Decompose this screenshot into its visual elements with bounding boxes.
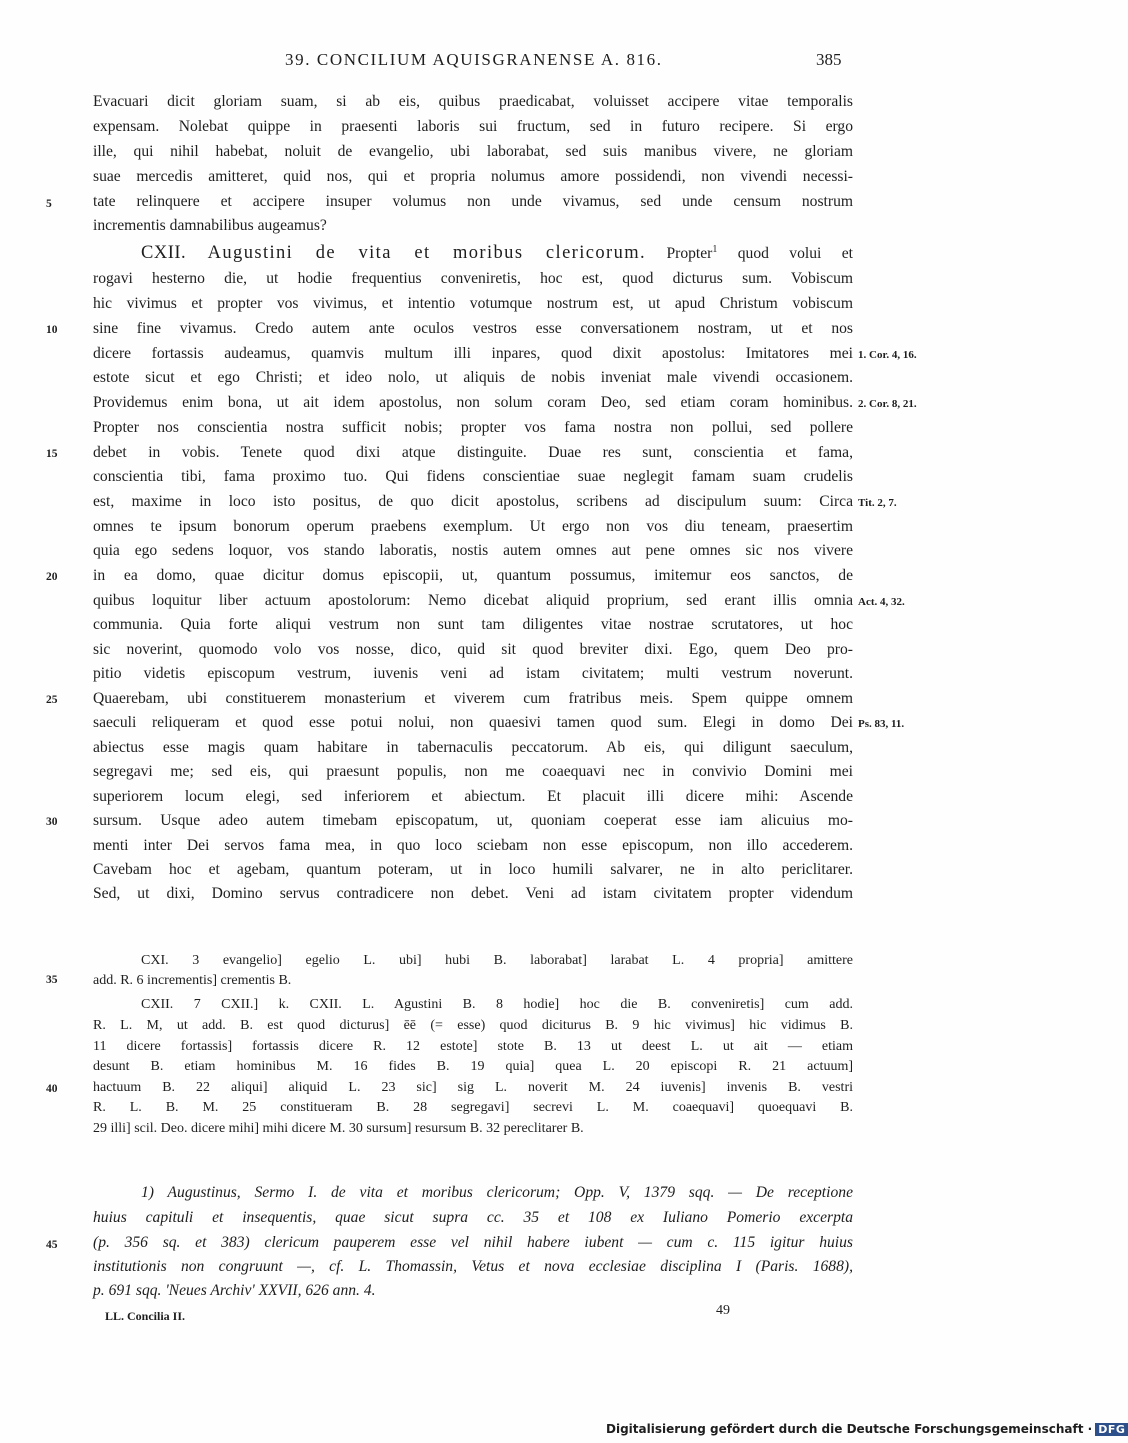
text-line: segregavi me; sed eis, qui praesunt populis, non me coaequavi nec in convivio Domini mei	[93, 763, 853, 780]
footnote-line: p. 691 sqq. 'Neues Archiv' XXVII, 626 ann. 4.	[93, 1282, 376, 1299]
scripture-reference: Act. 4, 32.	[858, 596, 905, 608]
text-line: superiorem locum elegi, sed inferiorem et abiectum. Et placuit illi dicere mihi: Ascende	[93, 788, 853, 805]
apparatus-line: add. R. 6 incrementis] crementis B.	[93, 973, 292, 988]
text-line: saeculi reliqueram et quod esse potui nolui, non quaesivi tamen quod sum. Elegi in domo Dei	[93, 714, 853, 731]
text-line: dicere fortassis audeamus, quamvis multum illi inpares, quod dixit apostolus: Imitatores mei	[93, 345, 853, 362]
line-number: 5	[46, 198, 52, 210]
text-line: hic vivimus et propter vos vivimus, et intentio votumque nostrum est, ut apud Christum vobiscum	[93, 295, 853, 312]
text-line: ille, qui nihil habebat, noluit de evangelio, ubi laborabat, sed suis manibus vivere, ne gloriam	[93, 143, 853, 160]
text-line: Sed, ut dixi, Domino servus contradicere non debet. Veni ad istam civitatem propter videndum	[93, 885, 853, 902]
scripture-reference: Ps. 83, 11.	[858, 718, 905, 730]
apparatus-line: CXI. 3 evangelio] egelio L. ubi] hubi B. laborabat] larabat L. 4 propria] amittere	[141, 953, 853, 968]
line-number: 45	[46, 1239, 58, 1251]
text-line: expensam. Nolebat quippe in praesenti laboris sui fructum, sed in futuro recipere. Si ergo	[93, 118, 853, 135]
text-line: Evacuari dicit gloriam suam, si ab eis, quibus praedicabat, voluisset accipere vitae temporalis	[93, 93, 853, 110]
text-line: sine fine vivamus. Credo autem ante oculos vestros esse conversationem nostram, ut et nos	[93, 320, 853, 337]
apparatus-line: 11 dicere fortassis] fortassis dicere R. 12 estote] stote B. 13 ut deest L. ut ait — etiam	[93, 1039, 853, 1054]
dfg-logo: DFG	[1095, 1423, 1128, 1436]
line-number: 10	[46, 324, 58, 336]
text-line: abiectus esse magis quam habitare in tabernaculis peccatorum. Ab eis, qui diligunt saeculum,	[93, 739, 853, 756]
apparatus-line: R. L. B. M. 25 constitueram B. 28 segregavi] secrevi L. M. coaequavi] quoequavi B.	[93, 1100, 853, 1115]
footnote-line: huius capituli et insequentis, quae sicut supra cc. 35 et 108 ex Iuliano Pomerio excerpta	[93, 1209, 853, 1226]
scripture-reference: Tit. 2, 7.	[858, 497, 897, 509]
text-line: Cavebam hoc et agebam, quantum poteram, ut in loco humili salvarer, ne in alto periclitarer.	[93, 861, 853, 878]
text-line: conscientia tibi, fama proximo tuo. Qui fidens conscientiae suae neglegit famam suam crudelis	[93, 468, 853, 485]
text-line: Providemus enim bona, ut ait idem apostolus, non solum coram Deo, sed etiam coram hominibus.	[93, 394, 853, 411]
line-number: 40	[46, 1083, 58, 1095]
line-number: 15	[46, 448, 58, 460]
apparatus-line: 29 illi] scil. Deo. dicere mihi] mihi dicere M. 30 sursum] resursum B. 32 pereclitarer B.	[93, 1121, 584, 1136]
chapter-heading	[141, 243, 646, 263]
chapter-line-rest: quod volui et	[737, 245, 853, 262]
footnote-line: institutionis non congruunt —, cf. L. Thomassin, Vetus et nova ecclesiae disciplina I (Paris. 1688),	[93, 1258, 853, 1275]
line-number: 25	[46, 694, 58, 706]
sheet-number: 49	[716, 1303, 730, 1318]
text-line: omnes te ipsum bonorum operum praebens exemplum. Ut ergo non vos diu teneam, praesertim	[93, 518, 853, 535]
series-signature: LL. Concilia II.	[105, 1309, 186, 1323]
text-line: suae mercedis amitteret, quid nos, qui et propria nolumus amore possidendi, non vivendi necessi-	[93, 168, 853, 185]
chapter-number: CXII.	[141, 243, 187, 263]
apparatus-line: CXII. 7 CXII.] k. CXII. L. Agustini B. 8 hodie] hoc die B. conveniretis] cum add.	[141, 997, 853, 1012]
footnote-mark: 1	[712, 243, 718, 255]
running-header-title: 39. CONCILIUM AQUISGRANENSE A. 816.	[285, 50, 663, 69]
text-line: rogavi hesterno die, ut hodie frequentius conveniretis, hoc est, quod dicturus sum. Vobiscum	[93, 270, 853, 287]
text-line: in ea domo, quae dicitur domus episcopii, ut, quantum possumus, imitemur eos sanctos, de	[93, 567, 853, 584]
text-line: debet in vobis. Tenete quod dixi atque distinguite. Duae res sunt, conscientia et fama,	[93, 444, 853, 461]
page-number: 385	[816, 50, 842, 69]
text-line: Quaerebam, ubi constituerem monasterium et viverem cum fratribus meis. Spem quippe omnem	[93, 690, 853, 707]
text-line: est, maxime in loco isto positus, de quo dicit apostolus, scribens ad discipulum suum: Circa	[93, 493, 853, 510]
text-line: sic noverint, quomodo volo vos nosse, dico, quid sit quod breviter dixi. Ego, quem Deo pro-	[93, 641, 853, 658]
chapter-heading-line	[141, 243, 853, 264]
apparatus-line: R. L. M, ut add. B. est quod dicturus] ēē (= esse) quod diciturus B. 9 hic vivimus] hic vidimus B.	[93, 1018, 853, 1033]
line-number: 30	[46, 816, 58, 828]
text-line: tate relinquere et accipere insuper volumus non unde vivamus, sed unde censum nostrum	[93, 193, 853, 210]
text-line: quibus loquitur liber actuum apostolorum: Nemo dicebat aliquid proprium, sed erant illis omnia	[93, 592, 853, 609]
chapter-title: Augustini de vita et moribus clericorum.	[207, 243, 647, 263]
footnote-line: (p. 356 sq. et 383) clericum pauperem esse vel nihil habere iubent — cum c. 115 igitur huius	[93, 1234, 853, 1251]
text-line: quia ego sedens loquor, vos stando laboratis, nostis autem omnes aut pene omnes sic nos vivere	[93, 542, 853, 559]
digitization-note: Digitalisierung gefördert durch die Deutsche Forschungsgemeinschaft	[606, 1422, 1084, 1436]
text-line: sursum. Usque adeo autem timebam episcopatum, ut, quoniam coeperat esse iam alicuius mo-	[93, 812, 853, 829]
chapter-first-word: Propter	[666, 245, 713, 262]
text-line: pitio videtis episcopum vestrum, iuvenis veni ad istam civitatem; multi vestrum noverunt.	[93, 665, 853, 682]
text-line: communia. Quia forte aliqui vestrum non sunt tam diligentes vitae nostrae scrutatores, ut hoc	[93, 616, 853, 633]
scripture-reference: 1. Cor. 4, 16.	[858, 349, 917, 361]
line-number: 35	[46, 974, 58, 986]
text-line: estote sicut et ego Christi; et ideo nolo, ut aliquis de nobis inveniat male vivendi occasionem.	[93, 369, 853, 386]
text-line: Propter nos conscientia nostra sufficit nobis; propter vos fama nostra non pollui, sed pollere	[93, 419, 853, 436]
scripture-reference: 2. Cor. 8, 21.	[858, 398, 917, 410]
line-number: 20	[46, 571, 58, 583]
footnote-line: 1) Augustinus, Sermo I. de vita et moribus clericorum; Opp. V, 1379 sqq. — De receptione	[141, 1184, 853, 1201]
text-line: incrementis damnabilibus augeamus?	[93, 217, 327, 234]
text-line: menti inter Dei servos fama mea, in quo loco sciebam non esse episcopum, non illo accederem.	[93, 837, 853, 854]
apparatus-line: desunt B. etiam hominibus M. 16 fides B. 19 quia] quea L. 20 episcopi R. 21 actuum]	[93, 1059, 853, 1074]
digitization-credit: Digitalisierung gefördert durch die Deutsche Forschungsgemeinschaft · DFG	[606, 1422, 1128, 1436]
apparatus-line: hactuum B. 22 aliqui] aliquid L. 23 sic] sig L. noverit M. 24 iuvenis] invenis B. vestri	[93, 1080, 853, 1095]
